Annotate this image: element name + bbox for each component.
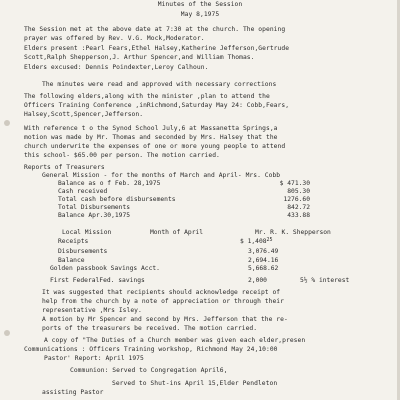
gm-value: 433.88: [287, 212, 310, 219]
lm-label: Disbursements: [58, 248, 108, 255]
lm-label: Receipts: [58, 238, 89, 245]
text-line: church underwrite the expenses of one or more young people to attend: [24, 143, 286, 150]
lm-value: 3,076.49: [248, 248, 279, 255]
text-line: assisting Pastor: [42, 389, 104, 396]
gm-value: 805.30: [287, 188, 310, 195]
gm-label: Total Disbursements: [58, 204, 131, 211]
lm-value-text: $ 1,408: [240, 238, 267, 245]
text-line: representative ,Mrs Isley.: [42, 307, 142, 314]
gm-label: Balance as o f Feb. 28,1975: [58, 180, 161, 187]
text-line: motion was made by Mr. Thomas and seconded by Mrs. Halsey that the: [24, 134, 278, 141]
text-line: this school- $65.00 per person. The motion carried.: [24, 152, 220, 159]
lm-value: 2,694.16: [248, 257, 279, 264]
text-line: Officers Training Conference ,inRichmond,Saturday May 24: Cobb,Fears,: [24, 102, 290, 109]
gm-label: Total cash before disbursements: [58, 196, 176, 203]
text-line: Pastor' Report: April 1975: [44, 355, 144, 362]
lm-value: 2,000: [248, 277, 267, 284]
text-line: Elders excused: Dennis Poindexter,Leroy Calhoun.: [24, 64, 209, 71]
gm-value: 1276.60: [283, 196, 310, 203]
text-line: ports of the treasurers be received. The motion carried.: [42, 325, 258, 332]
text-line: prayer was offered by Rev. V.G. Mock,Moderator.: [24, 35, 205, 42]
section-heading: Reports of Treasurers: [24, 164, 105, 171]
lm-label: First FederalFed. savings: [50, 277, 145, 284]
text-line: A motion by Mr Spencer and second by Mrs. Jefferson that the re-: [42, 316, 288, 323]
text-line: It was suggested that recipients should acknowledge receipt of: [42, 289, 281, 296]
lm-value-cents: 25: [266, 237, 273, 243]
text-line: The minutes were read and approved with necessary corrections: [42, 81, 277, 88]
lm-heading: Local Mission: [62, 229, 112, 236]
text-line: With reference t o the Synod School July,6 at Massanetta Springs,a: [24, 125, 278, 132]
text-line: A copy of "The Duties of a Church member was given each elder,presen: [44, 337, 306, 344]
gm-value: 842.72: [287, 204, 310, 211]
text-line: Communion: Served to Congregation April6,: [70, 367, 228, 374]
punch-hole: [4, 120, 10, 126]
punch-hole: [4, 330, 10, 336]
text-line: help from the church by a note of appreciation or through their: [42, 298, 284, 305]
lm-heading-month: Month of April: [150, 229, 204, 236]
text-line: The following elders,along with the minister ,plan to attend the: [24, 93, 270, 100]
text-line: The Session met at the above date at 7:30 at the church. The opening: [24, 26, 286, 33]
lm-interest: 5½ % interest: [300, 277, 350, 284]
lm-label: Balance: [58, 257, 85, 264]
lm-value: [240, 238, 273, 246]
lm-value: 5,668.62: [248, 265, 279, 272]
text-line: General Mission - for the months of March and April- Mrs. Cobb: [42, 172, 281, 179]
text-line: Scott,Ralph Shepperson,J. Arthur Spencer,and William Thomas.: [24, 54, 255, 61]
text-line: Communications : Officers Training workshop, Richmond May 24,10:00: [24, 346, 278, 353]
gm-label: Cash received: [58, 188, 108, 195]
document-title: Minutes of the Session: [157, 1, 243, 8]
text-line: Halsey,Scott,Spencer,Jefferson.: [24, 111, 144, 118]
lm-heading-treasurer: Mr. R. K. Shepperson: [255, 229, 331, 236]
lm-label: Golden passbook Savings Acct.: [50, 265, 160, 272]
text-line: Elders present :Pearl Fears,Ethel Halsey,Katherine Jefferson,Gertrude: [24, 45, 290, 52]
text-line: Served to Shut-ins April 15,Elder Pendleton: [112, 380, 278, 387]
gm-label: Balance Apr.30,1975: [58, 212, 131, 219]
gm-value: $ 471.30: [279, 180, 310, 187]
document-date: May 8,1975: [180, 11, 220, 18]
